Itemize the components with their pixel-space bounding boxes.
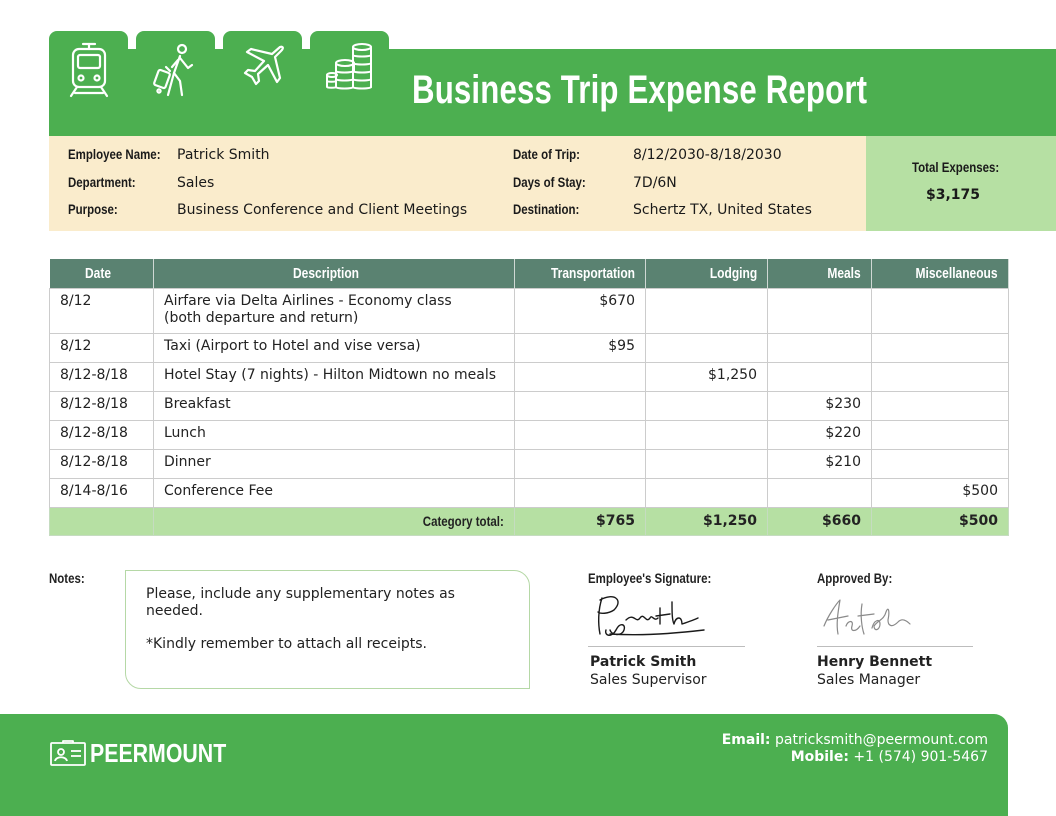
cell-lodging <box>646 391 768 420</box>
cell-transportation <box>515 362 646 391</box>
approver-signature-line <box>817 646 973 647</box>
employee-name-label: Employee Name: <box>68 146 161 162</box>
cell-description: Conference Fee <box>154 478 515 507</box>
cell-meals: $220 <box>768 420 872 449</box>
header-tab-coins <box>310 31 389 136</box>
expense-table <box>49 259 1009 536</box>
email-link[interactable]: patricksmith@peermount.com <box>774 732 988 748</box>
cell-lodging: $1,250 <box>646 362 768 391</box>
purpose-value: Business Conference and Client Meetings <box>177 202 468 218</box>
column-header-lodging: Lodging <box>646 259 768 288</box>
cell-transportation <box>515 478 646 507</box>
mobile-link[interactable]: +1 (574) 901-5467 <box>853 749 988 765</box>
category-total-label: Category total: <box>154 507 515 535</box>
days-of-stay-label: Days of Stay: <box>513 174 586 190</box>
destination-value: Schertz TX, United States <box>633 202 812 218</box>
cell-miscellaneous: $500 <box>872 478 1009 507</box>
notes-box[interactable] <box>125 570 530 689</box>
cell-date: 8/12-8/18 <box>50 362 154 391</box>
total-expenses-label: Total Expenses: <box>912 159 1000 175</box>
cell-lodging <box>646 333 768 362</box>
cell-description: Hotel Stay (7 nights) - Hilton Midtown no meals <box>154 362 515 391</box>
cell-transportation <box>515 420 646 449</box>
trip-date-value: 8/12/2030-8/18/2030 <box>633 147 782 163</box>
department-value: Sales <box>177 175 215 191</box>
cell-lodging <box>646 288 768 333</box>
cell-description: Dinner <box>154 449 515 478</box>
total-lodging: $1,250 <box>646 507 768 535</box>
table-row <box>50 478 1009 507</box>
column-header-miscellaneous: Miscellaneous <box>872 259 1009 288</box>
train-icon <box>65 41 113 99</box>
cell-miscellaneous <box>872 288 1009 333</box>
approver-name: Henry Bennett <box>817 654 933 670</box>
header-tab-train <box>49 31 128 136</box>
notes-text: Please, include any supplementary notes as needed. <box>146 586 455 619</box>
header-tab-traveler <box>136 31 215 136</box>
column-header-date: Date <box>50 259 154 288</box>
traveler-icon <box>152 41 200 99</box>
cell-date: 8/12-8/18 <box>50 449 154 478</box>
column-header-description: Description <box>154 259 515 288</box>
page-title: Business Trip Expense Report <box>412 68 868 112</box>
id-card-icon <box>50 740 86 766</box>
department-label: Department: <box>68 174 136 190</box>
notes-label: Notes: <box>49 570 85 586</box>
cell-lodging <box>646 449 768 478</box>
cell-description: Breakfast <box>154 391 515 420</box>
cell-meals <box>768 333 872 362</box>
category-totals-row <box>50 507 1009 535</box>
contact-info <box>722 732 988 766</box>
cell-date: 8/12 <box>50 288 154 333</box>
cell-transportation <box>515 391 646 420</box>
table-row <box>50 333 1009 362</box>
cell-miscellaneous <box>872 449 1009 478</box>
cell-date: 8/12 <box>50 333 154 362</box>
cell-miscellaneous <box>872 333 1009 362</box>
cell-transportation: $670 <box>515 288 646 333</box>
total-transportation: $765 <box>515 507 646 535</box>
table-header-row <box>50 259 1009 288</box>
column-header-transportation: Transportation <box>515 259 646 288</box>
employee-name-value: Patrick Smith <box>177 147 270 163</box>
table-row <box>50 362 1009 391</box>
employee-role: Sales Supervisor <box>590 672 707 688</box>
total-meals: $660 <box>768 507 872 535</box>
cell-date: 8/12-8/18 <box>50 420 154 449</box>
column-header-meals: Meals <box>768 259 872 288</box>
total-expenses-value: $3,175 <box>925 187 981 203</box>
cell-meals <box>768 288 872 333</box>
approved-by-label: Approved By: <box>817 570 893 586</box>
cell-meals <box>768 362 872 391</box>
cell-lodging <box>646 420 768 449</box>
brand-logo-text: PEERMOUNT <box>90 738 227 768</box>
cell-miscellaneous <box>872 420 1009 449</box>
table-row <box>50 391 1009 420</box>
cell-date: 8/12-8/18 <box>50 391 154 420</box>
days-of-stay-value: 7D/6N <box>633 175 677 191</box>
cell-date: 8/14-8/16 <box>50 478 154 507</box>
cell-description: Airfare via Delta Airlines - Economy class (both departure and return) <box>154 288 515 333</box>
cell-meals: $230 <box>768 391 872 420</box>
table-row <box>50 420 1009 449</box>
table-row <box>50 449 1009 478</box>
mobile-line: Mobile: +1 (574) 901-5467 <box>790 749 988 765</box>
employee-signature-line <box>588 646 745 647</box>
notes-reminder: *Kindly remember to attach all receipts. <box>146 636 427 652</box>
total-miscellaneous: $500 <box>872 507 1009 535</box>
header-tab-airplane <box>223 31 302 136</box>
destination-label: Destination: <box>513 201 580 217</box>
cell-lodging <box>646 478 768 507</box>
cell-miscellaneous <box>872 391 1009 420</box>
table-row <box>50 288 1009 333</box>
total-expenses-box <box>866 136 1056 231</box>
employee-signature-label: Employee's Signature: <box>588 570 712 586</box>
cell-transportation: $95 <box>515 333 646 362</box>
cell-description: Lunch <box>154 420 515 449</box>
approver-role: Sales Manager <box>817 672 921 688</box>
employee-signature-image <box>590 590 710 644</box>
email-line: Email: patricksmith@peermount.com <box>721 732 988 748</box>
cell-empty <box>50 507 154 535</box>
purpose-label: Purpose: <box>68 201 118 217</box>
cell-meals <box>768 478 872 507</box>
cell-transportation <box>515 449 646 478</box>
cell-description: Taxi (Airport to Hotel and vise versa) <box>154 333 515 362</box>
cell-miscellaneous <box>872 362 1009 391</box>
trip-date-label: Date of Trip: <box>513 146 580 162</box>
airplane-icon <box>239 41 287 99</box>
cell-meals: $210 <box>768 449 872 478</box>
coins-icon <box>326 41 374 99</box>
approver-signature-image <box>818 590 918 642</box>
employee-name: Patrick Smith <box>590 654 697 670</box>
